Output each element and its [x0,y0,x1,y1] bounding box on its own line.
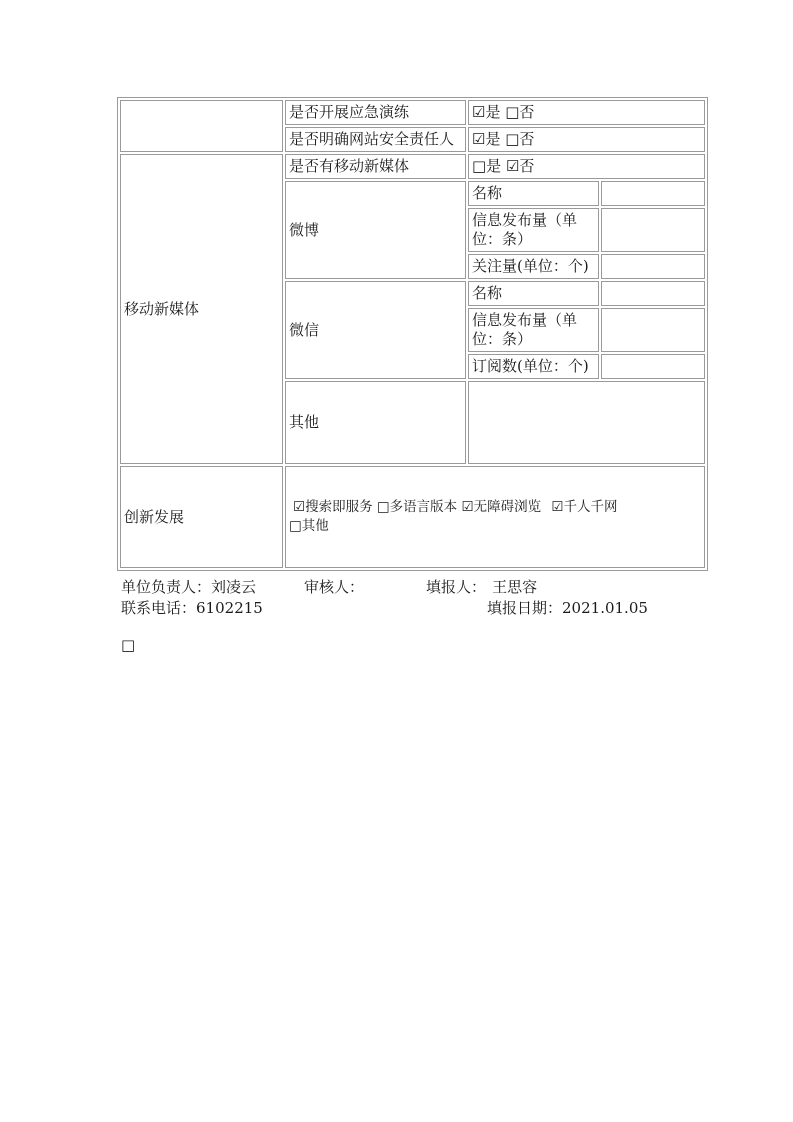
mobile-media-section-label: 移动新媒体 [120,154,283,464]
weibo-posts-value [601,208,705,252]
innovation-options [285,466,705,568]
report-form-table [117,97,708,571]
table-row [120,154,705,179]
drill-label: 是否开展应急演练 [285,100,466,125]
footer-signatures [121,576,537,597]
filler-label: 填报人： [426,578,487,596]
weibo-name-value [601,181,705,206]
table-row [120,100,705,125]
weibo-posts-label: 信息发布量（单位：条） [468,208,599,252]
responsible-label: 是否明确网站安全责任人 [285,127,466,152]
wechat-posts-value [601,308,705,352]
unit-head-value: 刘凌云 [211,578,257,596]
other-label: 其他 [285,381,466,464]
footer-contact [121,597,263,618]
weibo-label: 微博 [285,181,466,279]
footer-date [487,597,648,618]
reviewer-label: 审核人： [304,578,365,596]
weibo-name-label: 名称 [468,181,599,206]
wechat-name-value [601,281,705,306]
weibo-followers-label: 关注量(单位：个) [468,254,599,279]
wechat-name-label: 名称 [468,281,599,306]
trailing-checkbox-mark: □ [121,636,136,654]
date-label: 填报日期： [487,599,563,617]
innovation-option-personalized: ☑千人千网 [551,499,618,515]
innovation-option-accessibility: ☑无障碍浏览 [461,499,542,515]
has-mobile-media-label: 是否有移动新媒体 [285,154,466,179]
unit-head-label: 单位负责人： [121,578,212,596]
drill-value: ☑是 □否 [468,100,705,125]
table-row [120,466,705,568]
wechat-label: 微信 [285,281,466,379]
phone-value: 6102215 [196,599,263,617]
innovation-option-search: ☑搜索即服务 [293,499,373,515]
other-value [468,381,705,464]
weibo-followers-value [601,254,705,279]
innovation-option-multilang: □多语言版本 [376,499,458,515]
filler-value: 王思容 [492,578,538,596]
wechat-subscribers-label: 订阅数(单位：个) [468,354,599,379]
blank-section-cell [120,100,283,152]
phone-label: 联系电话： [121,599,197,617]
wechat-subscribers-value [601,354,705,379]
wechat-posts-label: 信息发布量（单位：条） [468,308,599,352]
date-value: 2021.01.05 [562,599,648,617]
innovation-option-other: □其他 [289,518,329,534]
innovation-label: 创新发展 [120,466,283,568]
responsible-value: ☑是 □否 [468,127,705,152]
has-mobile-media-value: □是 ☑否 [468,154,705,179]
